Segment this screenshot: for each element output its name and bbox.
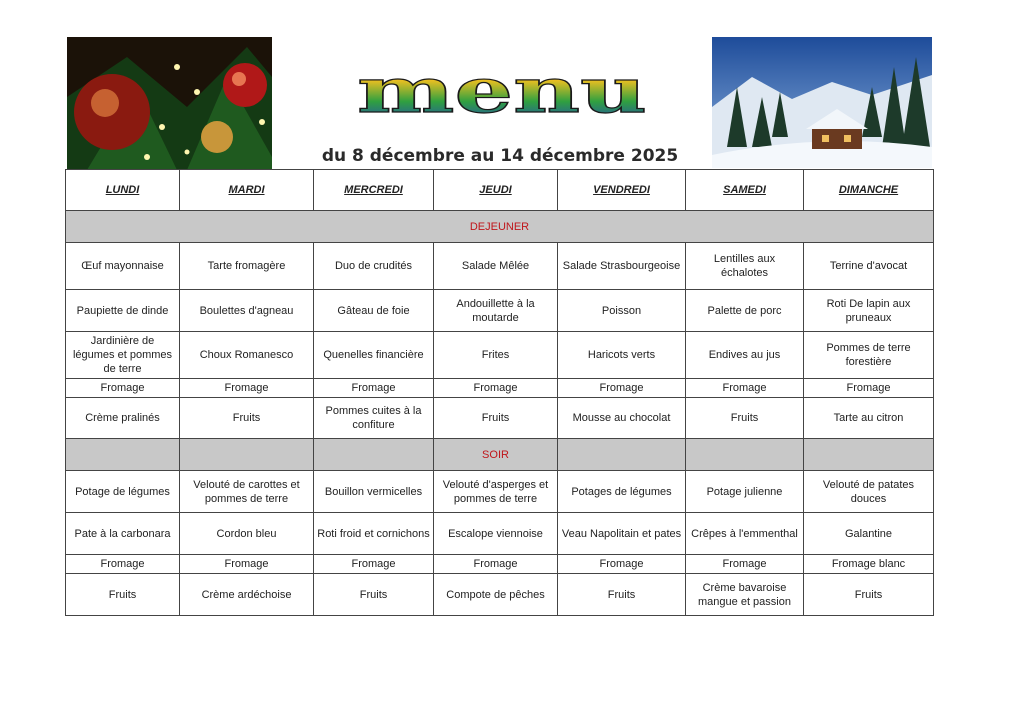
dinner-dessert-row bbox=[66, 574, 934, 616]
menu-cell: Fromage bbox=[66, 555, 180, 574]
christmas-ornaments-photo bbox=[67, 37, 272, 170]
menu-cell: Tarte fromagère bbox=[180, 243, 314, 290]
menu-cell: Gâteau de foie bbox=[314, 290, 434, 332]
lunch-section-label: DEJEUNER bbox=[66, 211, 934, 243]
menu-cell: Fromage bbox=[558, 555, 686, 574]
menu-cell: Pate à la carbonara bbox=[66, 513, 180, 555]
menu-cell: Salade Mêlée bbox=[434, 243, 558, 290]
menu-cell: Pommes de terre forestière bbox=[804, 332, 934, 379]
dinner-main-row bbox=[66, 513, 934, 555]
menu-cell: Lentilles aux échalotes bbox=[686, 243, 804, 290]
snowy-chalet-photo bbox=[712, 37, 932, 168]
day-header: JEUDI bbox=[434, 170, 558, 211]
lunch-side-row bbox=[66, 332, 934, 379]
menu-cell: Œuf mayonnaise bbox=[66, 243, 180, 290]
menu-cell: Escalope viennoise bbox=[434, 513, 558, 555]
menu-cell: Compote de pêches bbox=[434, 574, 558, 616]
menu-cell: Duo de crudités bbox=[314, 243, 434, 290]
menu-cell: Potage julienne bbox=[686, 471, 804, 513]
date-range: du 8 décembre au 14 décembre 2025 bbox=[321, 146, 679, 166]
menu-cell: Tarte au citron bbox=[804, 398, 934, 439]
menu-cell: Fruits bbox=[314, 574, 434, 616]
menu-cell: Fromage bbox=[804, 379, 934, 398]
menu-cell: Fruits bbox=[180, 398, 314, 439]
dinner-cheese-row bbox=[66, 555, 934, 574]
menu-cell: Poisson bbox=[558, 290, 686, 332]
dinner-section-row bbox=[66, 439, 934, 471]
menu-cell: Crème pralinés bbox=[66, 398, 180, 439]
menu-cell: Bouillon vermicelles bbox=[314, 471, 434, 513]
menu-cell: Fromage bbox=[558, 379, 686, 398]
menu-cell: Fromage blanc bbox=[804, 555, 934, 574]
menu-cell: Fromage bbox=[686, 379, 804, 398]
lunch-section-row bbox=[66, 211, 934, 243]
menu-cell: Salade Strasbourgeoise bbox=[558, 243, 686, 290]
menu-cell: Mousse au chocolat bbox=[558, 398, 686, 439]
day-header: DIMANCHE bbox=[804, 170, 934, 211]
day-header: MERCREDI bbox=[314, 170, 434, 211]
menu-cell: Boulettes d'agneau bbox=[180, 290, 314, 332]
menu-cell: Velouté d'asperges et pommes de terre bbox=[434, 471, 558, 513]
day-header: VENDREDI bbox=[558, 170, 686, 211]
menu-cell: Crème ardéchoise bbox=[180, 574, 314, 616]
dinner-starter-row bbox=[66, 471, 934, 513]
menu-cell: Crêpes à l'emmenthal bbox=[686, 513, 804, 555]
menu-cell: Fruits bbox=[804, 574, 934, 616]
menu-cell: Fromage bbox=[434, 379, 558, 398]
dinner-section-label: SOIR bbox=[434, 439, 558, 471]
menu-cell: Pommes cuites à la confiture bbox=[314, 398, 434, 439]
menu-cell: Fromage bbox=[314, 379, 434, 398]
menu-cell: Fruits bbox=[66, 574, 180, 616]
menu-cell: Fromage bbox=[434, 555, 558, 574]
menu-cell: Cordon bleu bbox=[180, 513, 314, 555]
menu-cell: Quenelles financière bbox=[314, 332, 434, 379]
menu-table bbox=[65, 169, 934, 616]
day-header: MARDI bbox=[180, 170, 314, 211]
menu-cell: Choux Romanesco bbox=[180, 332, 314, 379]
menu-cell: Fromage bbox=[66, 379, 180, 398]
menu-cell: Fromage bbox=[314, 555, 434, 574]
menu-cell: Potage de légumes bbox=[66, 471, 180, 513]
menu-cell: Fromage bbox=[180, 555, 314, 574]
menu-cell: Roti froid et cornichons bbox=[314, 513, 434, 555]
menu-cell: Fromage bbox=[180, 379, 314, 398]
menu-cell: Veau Napolitain et pates bbox=[558, 513, 686, 555]
menu-cell: Fruits bbox=[686, 398, 804, 439]
lunch-dessert-row bbox=[66, 398, 934, 439]
menu-cell: Fromage bbox=[686, 555, 804, 574]
day-header: SAMEDI bbox=[686, 170, 804, 211]
menu-cell: Crème bavaroise mangue et passion bbox=[686, 574, 804, 616]
menu-cell: Fruits bbox=[558, 574, 686, 616]
menu-cell: Jardinière de légumes et pommes de terre bbox=[66, 332, 180, 379]
day-header-row bbox=[66, 170, 934, 211]
menu-cell: Frites bbox=[434, 332, 558, 379]
menu-cell: Paupiette de dinde bbox=[66, 290, 180, 332]
menu-cell: Fruits bbox=[434, 398, 558, 439]
menu-title-text: menu bbox=[357, 62, 647, 124]
day-header: LUNDI bbox=[66, 170, 180, 211]
menu-cell: Velouté de carottes et pommes de terre bbox=[180, 471, 314, 513]
menu-cell: Velouté de patates douces bbox=[804, 471, 934, 513]
menu-cell: Endives au jus bbox=[686, 332, 804, 379]
lunch-main-row bbox=[66, 290, 934, 332]
menu-cell: Haricots verts bbox=[558, 332, 686, 379]
menu-cell: Roti De lapin aux pruneaux bbox=[804, 290, 934, 332]
menu-cell: Palette de porc bbox=[686, 290, 804, 332]
lunch-cheese-row bbox=[66, 379, 934, 398]
menu-cell: Andouillette à la moutarde bbox=[434, 290, 558, 332]
lunch-starter-row bbox=[66, 243, 934, 290]
menu-cell: Potages de légumes bbox=[558, 471, 686, 513]
menu-cell: Galantine bbox=[804, 513, 934, 555]
menu-cell: Terrine d'avocat bbox=[804, 243, 934, 290]
menu-title bbox=[352, 62, 652, 124]
